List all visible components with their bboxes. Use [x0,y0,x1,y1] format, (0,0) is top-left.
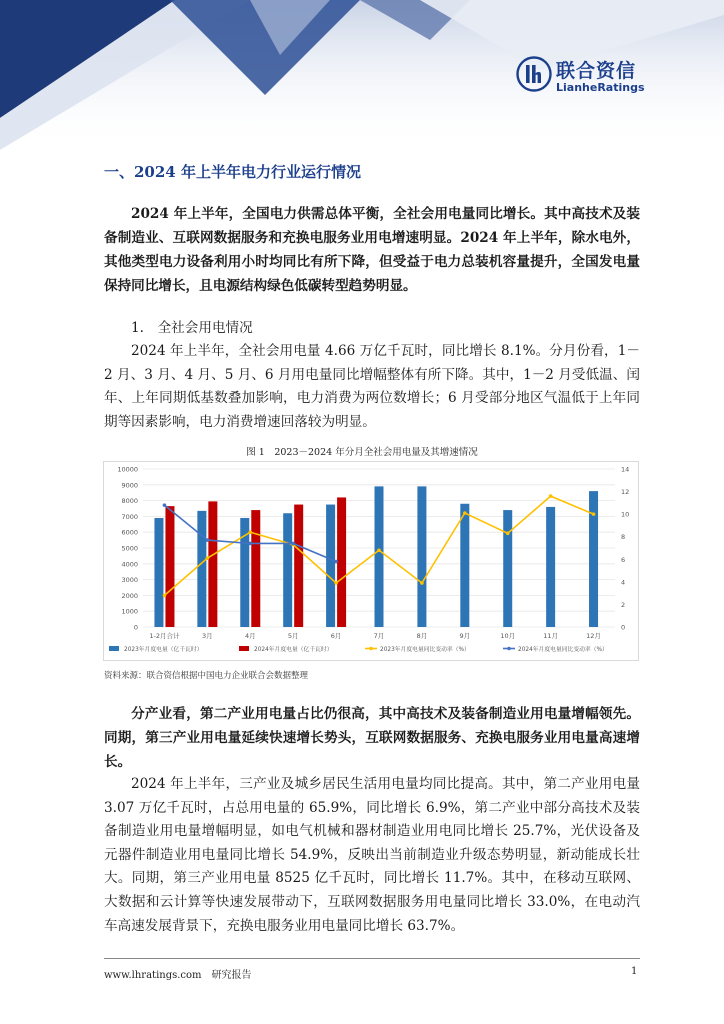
legend-label: 2023年月度电量同比变动率（%） [380,647,470,653]
footer-left [104,966,252,981]
legend-marker [507,647,511,651]
category-label: 5月 [287,632,299,640]
bar-2023 [197,511,206,627]
point-2023-growth [163,594,167,598]
bar-2023 [503,510,512,627]
page-number: 1 [631,966,638,977]
bar-2023 [417,486,426,627]
left-tick-label: 4000 [121,560,138,569]
right-tick-label: 4 [621,578,626,587]
right-tick-label: 12 [621,488,630,497]
industry-summary-text: 分产业看，第二产业用电量占比仍很高，其中高技术及装备制造业用电量增幅领先。同期，第三产业用电量延续快速增长势头，互联网数据服务、充换电服务业用电量高速增长。 [104,706,640,770]
point-2023-growth [549,494,553,498]
left-tick-label: 5000 [121,544,138,553]
bar-2023 [589,491,598,627]
left-tick-label: 10000 [117,465,138,474]
bar-2024 [165,506,174,627]
legend-marker [369,647,373,651]
point-2024-growth [291,542,295,546]
point-2023-growth [248,530,252,534]
section-title: 一、2024 年上半年电力行业运行情况 [104,163,361,181]
category-label: 6月 [330,632,342,640]
bar-2023 [154,518,163,627]
right-tick-label: 8 [621,533,626,542]
category-label: 11月 [543,632,559,640]
footer-website[interactable]: www.lhratings.com [104,970,202,981]
lianhe-logo-icon [516,56,552,92]
legend-label: 2024年月度电量（亿千瓦时） [254,647,333,653]
industry-detail-text: 2024 年上半年，三产业及城乡居民生活用电量均同比提高。其中，第二产业用电量 3.07 万亿千瓦时，占总用电量的 65.9%，同比增长 6.9%，第二产业中部分高技术及装备制造业用电量增幅明显，如电气机械和器材制造业用电同比增长 25.7%，光伏设备及元器件制造业用电量同比增长 54.9%，反映出当前制造业升级态势明显，新动能成长壮大。同期，第三产业用电量 8525 亿千瓦时，同比增长 11.7%。其中，在移动互联网、大数据和云计算等快速发展带动下，互联网数据服务用电量同比增长 33.0%，在电动汽车高速发展背景下，充换电服务业用电量同比增长 63.7%。 [104,776,640,934]
bar-2023 [326,505,335,627]
point-2023-growth [206,556,210,560]
legend-label: 2024年月度电量同比变动率（%） [518,647,608,653]
bar-2024 [208,501,217,627]
left-tick-label: 2000 [121,591,138,600]
category-label: 9月 [459,632,471,640]
subheading: 1. 全社会用电情况 [131,320,253,336]
bar-2023 [460,504,469,627]
right-tick-label: 6 [621,555,626,564]
consumption-paragraph [104,340,640,434]
left-tick-label: 8000 [121,497,138,506]
bar-2024 [294,505,303,627]
chart-frame [104,462,639,661]
logo-english-name: LianheRatings [556,81,645,94]
point-2023-growth [506,532,510,536]
point-2023-growth [463,511,467,515]
industry-summary-paragraph [104,702,640,774]
legend-swatch [109,646,119,651]
point-2024-growth [163,503,167,507]
bar-2023 [375,486,384,627]
point-2023-growth [592,512,596,516]
summary-text: 2024 年上半年，全国电力供需总体平衡，全社会用电量同比增长。其中高技术及装备制造业、互联网数据服务和充换电服务业用电增速明显。2024 年上半年，除水电外，其他类型电力设备利用小时均同比有所下降，但受益于电力总装机容量提升，全国发电量保持同比增长，且电源结构绿色低碳转型趋势明显。 [104,206,640,294]
electricity-chart [103,461,639,661]
right-tick-label: 14 [621,465,630,474]
bar-2024 [251,510,260,627]
category-label: 3月 [202,632,213,640]
left-tick-label: 3000 [121,576,138,585]
company-logo [516,54,646,98]
category-label: 8月 [416,632,428,640]
bar-2023 [283,513,292,627]
category-label: 12月 [586,632,601,640]
logo-chinese-name: 联合资信 [556,60,637,82]
point-2024-growth [206,538,210,542]
category-label: 4月 [244,632,256,640]
legend-swatch [239,646,249,651]
point-2023-growth [377,548,381,552]
summary-paragraph [104,202,640,298]
left-tick-label: 0 [133,623,138,632]
left-tick-label: 1000 [121,607,138,616]
consumption-text: 2024 年上半年，全社会用电量 4.66 万亿千瓦时，同比增长 8.1%。分月份看，1－2 月、3 月、4 月、5 月、6 月用电量同比增幅整体有所下降。其中，1－2 月受低温、闰年、上年同期低基数叠加影响，电力消费为两位数增长；6 月受部分地区气温低于上年同期等因素影响，电力消费增速回落较为明显。 [104,343,640,430]
figure-caption: 图 1 2023－2024 年分月全社会用电量及其增速情况 [246,447,478,458]
left-tick-label: 7000 [121,512,138,521]
right-tick-label: 0 [621,623,626,632]
point-2024-growth [248,542,252,546]
footer-divider [104,958,640,959]
point-2023-growth [420,581,424,585]
point-2023-growth [334,581,338,585]
left-tick-label: 6000 [121,528,138,537]
point-2024-growth [334,560,338,564]
left-tick-label: 9000 [121,481,138,490]
bar-2024 [337,497,346,627]
category-label: 7月 [373,632,385,640]
industry-detail-paragraph [104,773,640,938]
category-label: 10月 [500,632,516,640]
bar-2023 [546,507,555,627]
source-note: 资料来源：联合资信根据中国电力企业联合会数据整理 [104,671,309,681]
right-tick-label: 10 [621,510,630,519]
right-tick-label: 2 [621,600,626,609]
legend-label: 2023年月度电量（亿千瓦时） [124,647,203,653]
footer-report-type: 研究报告 [211,970,252,981]
category-label: 1-2月合计 [149,632,180,640]
